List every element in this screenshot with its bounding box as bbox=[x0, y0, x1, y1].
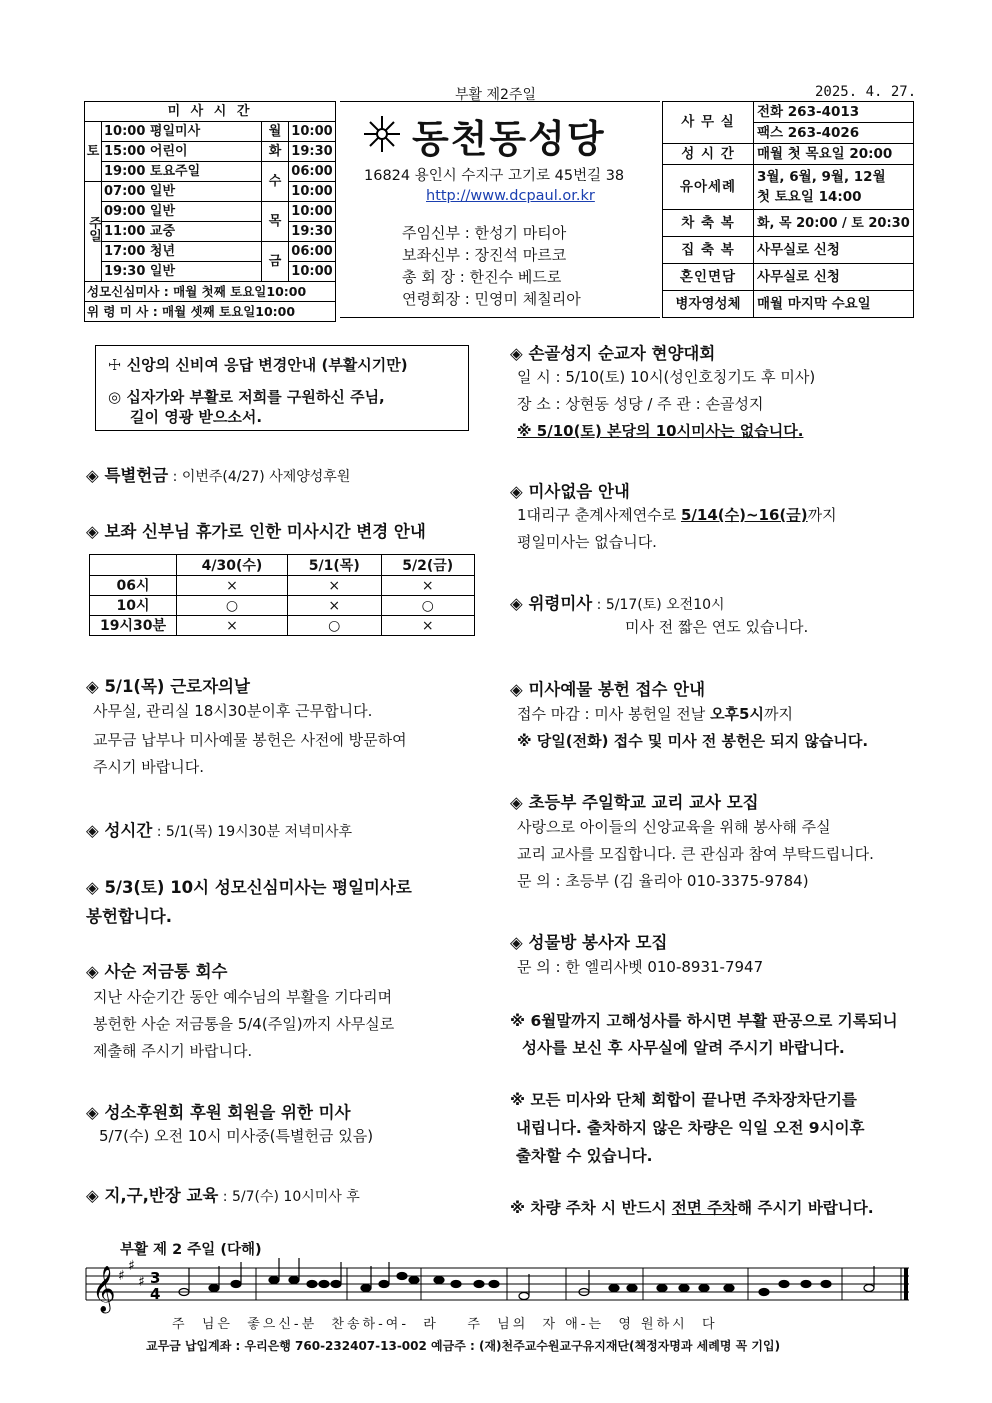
weekday-time: 10:00 bbox=[289, 202, 336, 222]
house-blessing-label: 집 축 복 bbox=[663, 237, 754, 264]
weekday-time: 19:30 bbox=[289, 142, 336, 162]
staff-pastor: 주임신부 : 한성기 마티아 bbox=[402, 224, 567, 242]
date-label: 2025. 4. 27. bbox=[815, 84, 917, 100]
staff-assistant: 보좌신부 : 장진석 마르코 bbox=[402, 246, 567, 264]
office-label: 사 무 실 bbox=[663, 102, 754, 144]
pilgrimage-text: 일 시 : 5/10(토) 10시(성인호칭기도 후 미사) 장 소 : 상현동 성당 / 주 관 : 손골성지 ※ 5/10(토) 본당의 10시미사는 없습니다. bbox=[517, 368, 816, 440]
svg-text:𝄞: 𝄞 bbox=[92, 1266, 116, 1312]
staff-president: 총 회 장 : 한진수 베드로 bbox=[402, 268, 562, 286]
staff-list bbox=[402, 222, 581, 310]
weekday-time: 10:00 bbox=[289, 182, 336, 202]
weekday-label: 화 bbox=[262, 142, 289, 162]
double-circle-icon: ◎ bbox=[108, 388, 122, 406]
weekday-time: 06:00 bbox=[289, 162, 336, 182]
phone: 전화 263-4013 bbox=[754, 102, 914, 123]
schedule-col: 5/2(금) bbox=[381, 555, 475, 576]
notice-box bbox=[95, 345, 469, 431]
table-row: 19시30분 × ○ × bbox=[90, 616, 475, 636]
sick-communion: 매월 마지막 수요일 bbox=[754, 291, 914, 318]
week-label: 부활 제2주일 bbox=[455, 87, 536, 103]
holy-hour: ◈ 성시간 : 5/1(목) 19시30분 저녁미사후 bbox=[86, 821, 353, 840]
adoration-time: 매월 첫 목요일 20:00 bbox=[754, 144, 914, 165]
infant-baptism-time: 3월, 6월, 9월, 12월 첫 토요일 14:00 bbox=[754, 165, 914, 210]
labor-day-heading: ◈ 5/1(목) 근로자의날 bbox=[86, 677, 250, 696]
mass-title: 미 사 시 간 bbox=[85, 102, 336, 122]
special-offering: ◈ 특별헌금 : 이번주(4/27) 사제양성후원 bbox=[86, 466, 351, 485]
car-blessing-label: 차 축 복 bbox=[663, 210, 754, 237]
cross-icon: ☩ bbox=[108, 356, 122, 374]
house-blessing: 사무실로 신청 bbox=[754, 237, 914, 264]
mass-time: 09:00 일반 bbox=[102, 202, 262, 222]
cross-logo-icon bbox=[362, 114, 402, 154]
svg-text:♯: ♯ bbox=[138, 1274, 145, 1290]
schedule-col: 4/30(수) bbox=[177, 555, 288, 576]
teacher-recruit-text: 사랑으로 아이들의 신앙교육을 위해 봉사해 주실 교리 교사를 모집합니다. 큰 관심과 참여 부탁드립니다. 문 의 : 초등부 (김 율리아 010-3375-9784) bbox=[517, 818, 874, 890]
saturday-label: 토 bbox=[85, 122, 102, 182]
marriage: 사무실로 신청 bbox=[754, 264, 914, 291]
weekday-label: 수 bbox=[262, 162, 289, 202]
church-url-link[interactable]: http://www.dcpaul.or.kr bbox=[426, 188, 595, 204]
vocation-support-text: 5/7(수) 오전 10시 미사중(특별헌금 있음) bbox=[99, 1127, 374, 1145]
vocation-support-heading: ◈ 성소후원회 후원 회원을 위한 미사 bbox=[86, 1103, 351, 1122]
mass-time: 11:00 교중 bbox=[102, 222, 262, 242]
offering-heading: ◈ 미사예물 봉헌 접수 안내 bbox=[510, 680, 706, 699]
schedule-change-table bbox=[89, 554, 475, 636]
footer-account: 교무금 납입계좌 : 우리은행 760-232407-13-002 예금주 : (재)천주교수원교구유지재단(책정자명과 세례명 꼭 기입) bbox=[146, 1339, 781, 1353]
mass-time: 07:00 일반 bbox=[102, 182, 262, 202]
requiem-mass-note: 위 령 미 사 : 매월 셋째 토요일10:00 bbox=[85, 302, 336, 322]
weekday-label: 금 bbox=[262, 242, 289, 282]
pilgrimage-heading: ◈ 손골성지 순교자 현양대회 bbox=[510, 344, 716, 363]
labor-day-text: 사무실, 관리실 18시30분이후 근무합니다. 교무금 납부나 미사예물 봉헌은 사전에 방문하여 주시기 바랍니다. bbox=[93, 702, 407, 776]
weekday-time: 10:00 bbox=[289, 122, 336, 142]
requiem-mass-note: 미사 전 짧은 연도 있습니다. bbox=[625, 618, 809, 636]
requiem-mass: ◈ 위령미사 : 5/17(토) 오전10시 bbox=[510, 594, 725, 613]
marian-mass-heading: ◈ 5/3(토) 10시 성모신심미사는 평일미사로 봉헌합니다. bbox=[86, 878, 412, 926]
front-parking-note: ※ 차량 주차 시 반드시 전면 주차해 주시기 바랍니다. bbox=[510, 1199, 874, 1217]
music-staff bbox=[84, 1256, 914, 1318]
svg-text:♯: ♯ bbox=[128, 1258, 135, 1274]
office-info-table bbox=[662, 101, 914, 318]
fax: 팩스 263-4026 bbox=[754, 123, 914, 144]
notice-line2: 길이 영광 받으소서. bbox=[130, 408, 263, 426]
mass-time: 10:00 평일미사 bbox=[102, 122, 262, 142]
mass-time: 15:00 어린이 bbox=[102, 142, 262, 162]
shop-volunteer-heading: ◈ 성물방 봉사자 모집 bbox=[510, 933, 668, 952]
weekday-time: 06:00 bbox=[289, 242, 336, 262]
svg-text:♯: ♯ bbox=[118, 1268, 125, 1284]
no-mass-heading: ◈ 미사없음 안내 bbox=[510, 482, 630, 501]
lent-box-heading: ◈ 사순 저금통 회수 bbox=[86, 962, 228, 981]
parking-note: ※ 모든 미사와 단체 회합이 끝나면 주차장차단기를 내립니다. 출차하지 않은 차량은 익일 오전 9시이후 출차할 수 있습니다. bbox=[510, 1091, 865, 1165]
church-title-block bbox=[340, 101, 660, 318]
svg-text:4: 4 bbox=[150, 1285, 161, 1303]
mass-time: 19:30 일반 bbox=[102, 262, 262, 282]
schedule-col: 5/1(목) bbox=[288, 555, 381, 576]
lent-box-text: 지난 사순기간 동안 예수님의 부활을 기다리며 봉헌한 사순 저금통을 5/4(주일)까지 사무실로 제출해 주시기 바랍니다. bbox=[93, 988, 395, 1060]
car-blessing-time: 화, 목 20:00 / 토 20:30 bbox=[754, 210, 914, 237]
schedule-col-blank bbox=[90, 555, 177, 576]
no-mass-text: 1대리구 춘계사제연수로 5/14(수)~16(금)까지 평일미사는 없습니다. bbox=[517, 506, 837, 551]
adoration-label: 성 시 간 bbox=[663, 144, 754, 165]
teacher-recruit-heading: ◈ 초등부 주일학교 교리 교사 모집 bbox=[510, 793, 759, 812]
weekday-time: 10:00 bbox=[289, 262, 336, 282]
svg-text:3: 3 bbox=[150, 1269, 161, 1287]
table-row: 06시 × × × bbox=[90, 576, 475, 596]
church-address: 16824 용인시 수지구 고기로 45번길 38 bbox=[364, 168, 625, 184]
mass-time: 17:00 청년 bbox=[102, 242, 262, 262]
hymn-lyrics: 주 님은 좋으신-분 찬송하-여- 라 주 님의 자 애-는 영 원하시 다 bbox=[172, 1317, 718, 1332]
marian-mass-note: 성모신심미사 : 매월 첫째 토요일10:00 bbox=[85, 282, 336, 302]
infant-baptism-label: 유아세례 bbox=[663, 165, 754, 210]
notice-line1: ◎ 십자가와 부활로 저희를 구원하신 주님, bbox=[108, 388, 385, 406]
offering-text: 접수 마감 : 미사 봉헌일 전날 오후5시까지 ※ 당일(전화) 접수 및 미사 전 봉헌은 되지 않습니다. bbox=[517, 705, 869, 750]
table-row: 10시 ○ × ○ bbox=[90, 596, 475, 616]
notice-title: ☩ 신앙의 신비여 응답 변경안내 (부활시기만) bbox=[108, 356, 408, 374]
mass-times-table bbox=[84, 101, 336, 322]
sick-communion-label: 병자영성체 bbox=[663, 291, 754, 318]
leader-education: ◈ 지,구,반장 교육 : 5/7(수) 10시미사 후 bbox=[86, 1186, 360, 1205]
sunday-label: 주일 bbox=[85, 182, 102, 282]
shop-volunteer-text: 문 의 : 한 엘리사벳 010-8931-7947 bbox=[517, 958, 764, 976]
confession-note: ※ 6월말까지 고해성사를 하시면 부활 판공으로 기록되니 성사를 보신 후 사무실에 알려 주시기 바랍니다. bbox=[510, 1012, 898, 1057]
staff-funeral: 연령회장 : 민영미 체칠리아 bbox=[402, 290, 581, 308]
church-name: 동천동성당 bbox=[412, 117, 606, 161]
hymn-title: 부활 제 2 주일 (다해) bbox=[120, 1242, 262, 1258]
weekday-label: 월 bbox=[262, 122, 289, 142]
weekday-time: 19:30 bbox=[289, 222, 336, 242]
schedule-change-heading: ◈ 보좌 신부님 휴가로 인한 미사시간 변경 안내 bbox=[86, 522, 426, 541]
weekday-label: 목 bbox=[262, 202, 289, 242]
mass-time: 19:00 토요주일 bbox=[102, 162, 262, 182]
marriage-label: 혼인면담 bbox=[663, 264, 754, 291]
